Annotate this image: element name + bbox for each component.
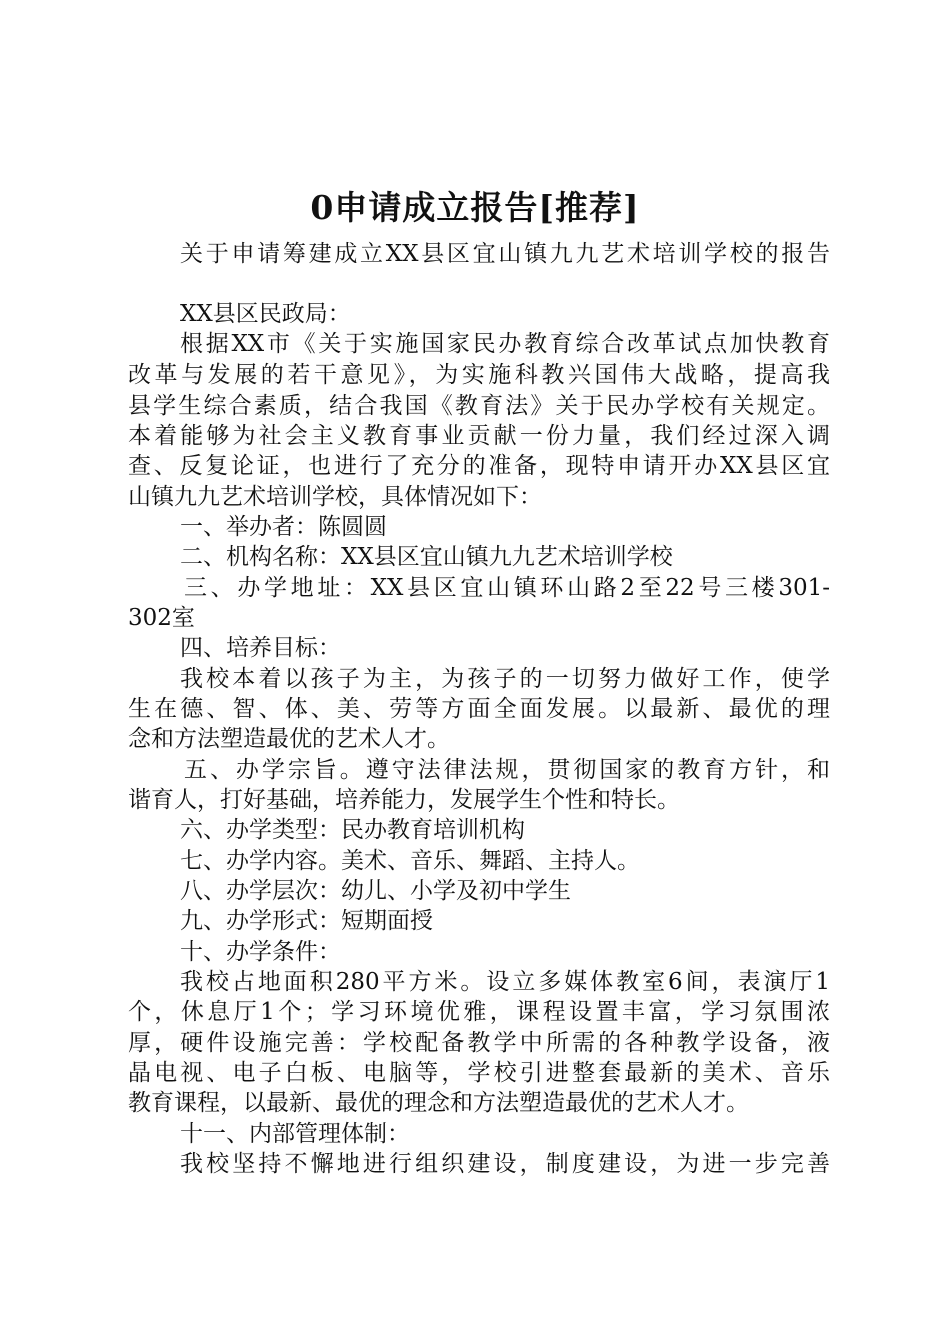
paragraph-line: 我校坚持不懈地进行组织建设，制度建设，为进一步完善: [180, 1151, 830, 1177]
paragraph-line: 教育课程，以最新、最优的理念和方法塑造最优的艺术人才。: [128, 1090, 749, 1116]
section-address-continued: 302室: [128, 605, 195, 631]
section-goals: 四、培养目标：: [180, 635, 341, 661]
paragraph-line: 我校本着以孩子为主，为孩子的一切努力做好工作，使学: [180, 666, 830, 692]
section-levels: 八、办学层次：幼儿、小学及初中学生: [180, 878, 571, 904]
paragraph-line: 谐育人，打好基础，培养能力，发展学生个性和特长。: [128, 787, 680, 813]
paragraph-line: 晶电视、电子白板、电脑等，学校引进整套最新的美术、音乐: [128, 1060, 830, 1086]
section-address: 三、办学地址：XX县区宜山镇环山路2至22号三楼301-: [184, 575, 830, 601]
paragraph-line: 个，休息厅1个；学习环境优雅，课程设置丰富，学习氛围浓: [128, 999, 830, 1025]
paragraph-line: 根据XX市《关于实施国家民办教育综合改革试点加快教育: [180, 331, 830, 357]
section-purpose: 五、办学宗旨。遵守法律法规，贯彻国家的教育方针，和: [184, 757, 830, 783]
section-form: 九、办学形式：短期面授: [180, 908, 433, 934]
section-management: 十一、内部管理体制：: [180, 1121, 410, 1147]
document-subtitle: 关于申请筹建成立XX县区宜山镇九九艺术培训学校的报告: [180, 241, 830, 267]
document-title: 0申请成立报告[推荐]: [310, 188, 640, 227]
section-organizer: 一、举办者：陈圆圆: [180, 514, 387, 540]
section-institution-name: 二、机构名称：XX县区宜山镇九九艺术培训学校: [180, 544, 673, 570]
addressee: XX县区民政局：: [180, 301, 351, 327]
paragraph-line: 我校占地面积280平方米。设立多媒体教室6间，表演厅1: [180, 969, 830, 995]
section-type: 六、办学类型：民办教育培训机构: [180, 817, 525, 843]
paragraph-line: 念和方法塑造最优的艺术人才。: [128, 726, 450, 752]
paragraph-line: 厚，硬件设施完善：学校配备教学中所需的各种教学设备，液: [128, 1030, 830, 1056]
paragraph-line: 改革与发展的若干意见》，为实施科教兴国伟大战略，提高我: [128, 362, 830, 388]
section-content: 七、办学内容。美术、音乐、舞蹈、主持人。: [180, 848, 640, 874]
section-conditions: 十、办学条件：: [180, 939, 341, 965]
paragraph-line: 生在德、智、体、美、劳等方面全面发展。以最新、最优的理: [128, 696, 830, 722]
paragraph-line: 县学生综合素质，结合我国《教育法》关于民办学校有关规定。: [128, 393, 830, 419]
paragraph-line: 本着能够为社会主义教育事业贡献一份力量，我们经过深入调: [128, 423, 830, 449]
paragraph-line: 山镇九九艺术培训学校，具体情况如下：: [128, 484, 542, 510]
paragraph-line: 查、反复论证，也进行了充分的准备，现特申请开办XX县区宜: [128, 453, 830, 479]
